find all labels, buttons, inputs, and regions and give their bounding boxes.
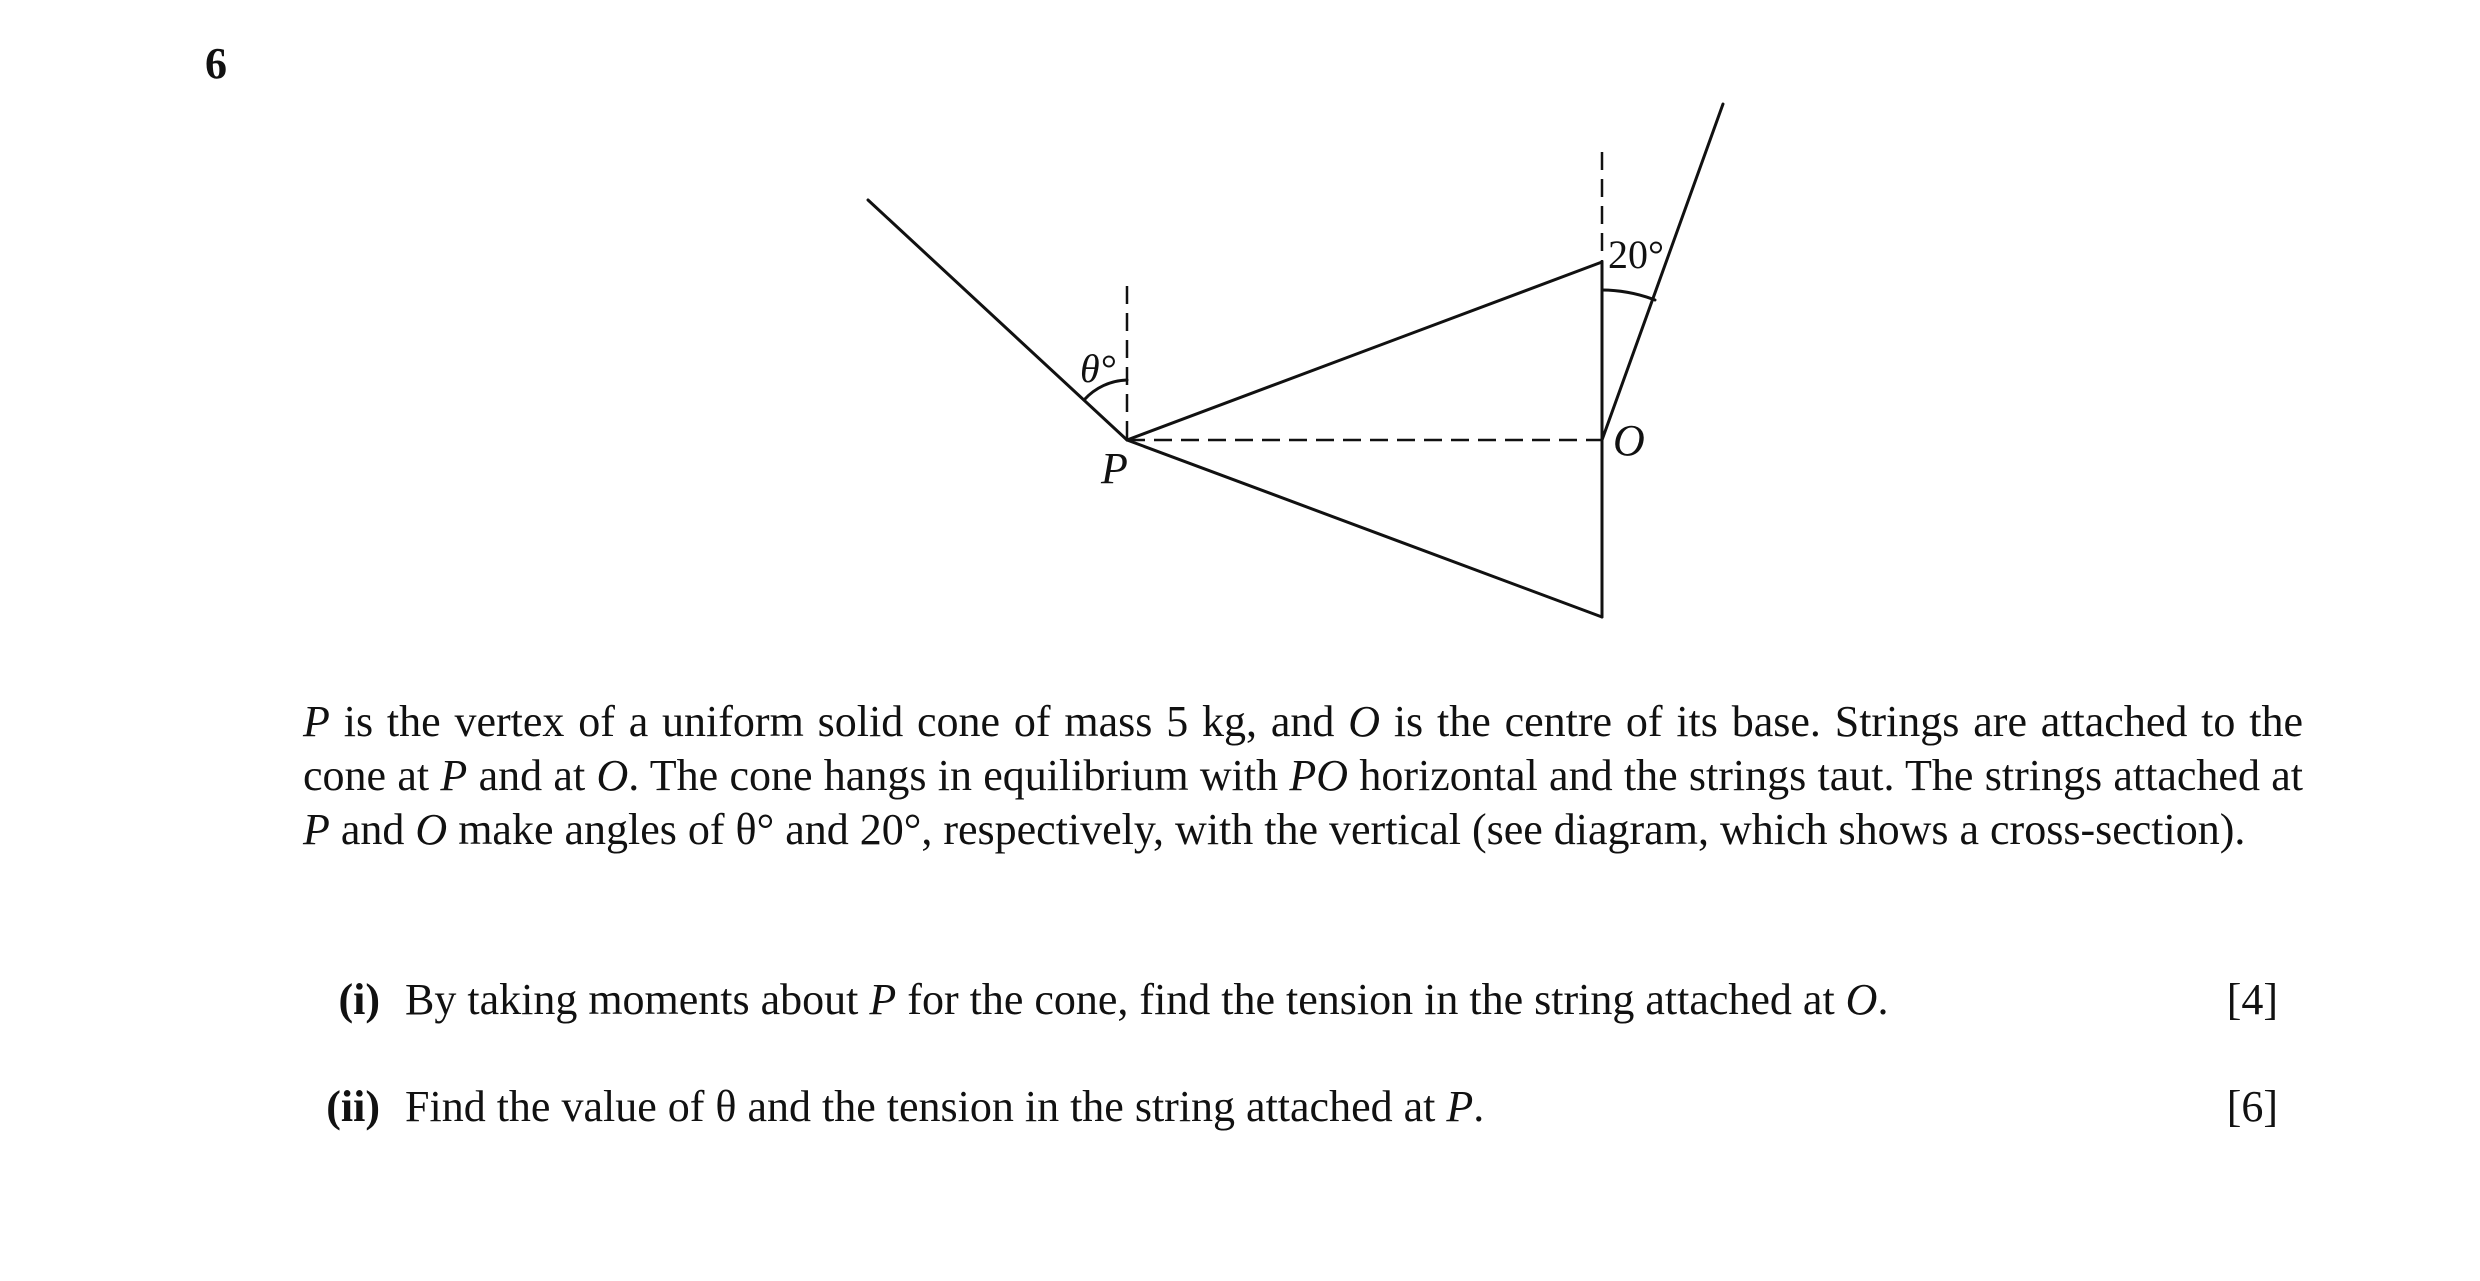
point-o-label: O xyxy=(1613,416,1645,465)
string-at-p xyxy=(868,200,1127,440)
part-i-marks: [4] xyxy=(2226,975,2278,1024)
question-number: 6 xyxy=(205,39,227,88)
part-i-text: By taking moments about P for the cone, find the tension in the string attached at O. xyxy=(405,975,1889,1024)
theta-label: θ° xyxy=(1080,346,1116,391)
part-i xyxy=(300,973,1888,1027)
part-ii-text: Find the value of θ and the tension in the string attached at P. xyxy=(405,1082,1485,1131)
angle-20-label: 20° xyxy=(1608,232,1664,277)
part-ii-marks: [6] xyxy=(2226,1082,2278,1131)
angle-20-arc xyxy=(1602,290,1655,300)
cone-lower-edge xyxy=(1127,440,1602,617)
part-ii-label: (ii) xyxy=(326,1082,380,1131)
question-stem: P is the vertex of a uniform solid cone of mass 5 kg, and O is the centre of its base. Strings are attached to the cone at P and at O. The cone hangs in equilibrium with PO horizontal and the strings taut. The strings attached at P and O make angles of θ° and 20°, respectively, with the vertical (see diagram, which shows a cross-section). xyxy=(303,697,2303,854)
part-i-label: (i) xyxy=(338,975,380,1024)
part-ii xyxy=(300,1080,1484,1134)
cone-upper-edge xyxy=(1127,262,1602,440)
point-p-label: P xyxy=(1101,444,1128,493)
